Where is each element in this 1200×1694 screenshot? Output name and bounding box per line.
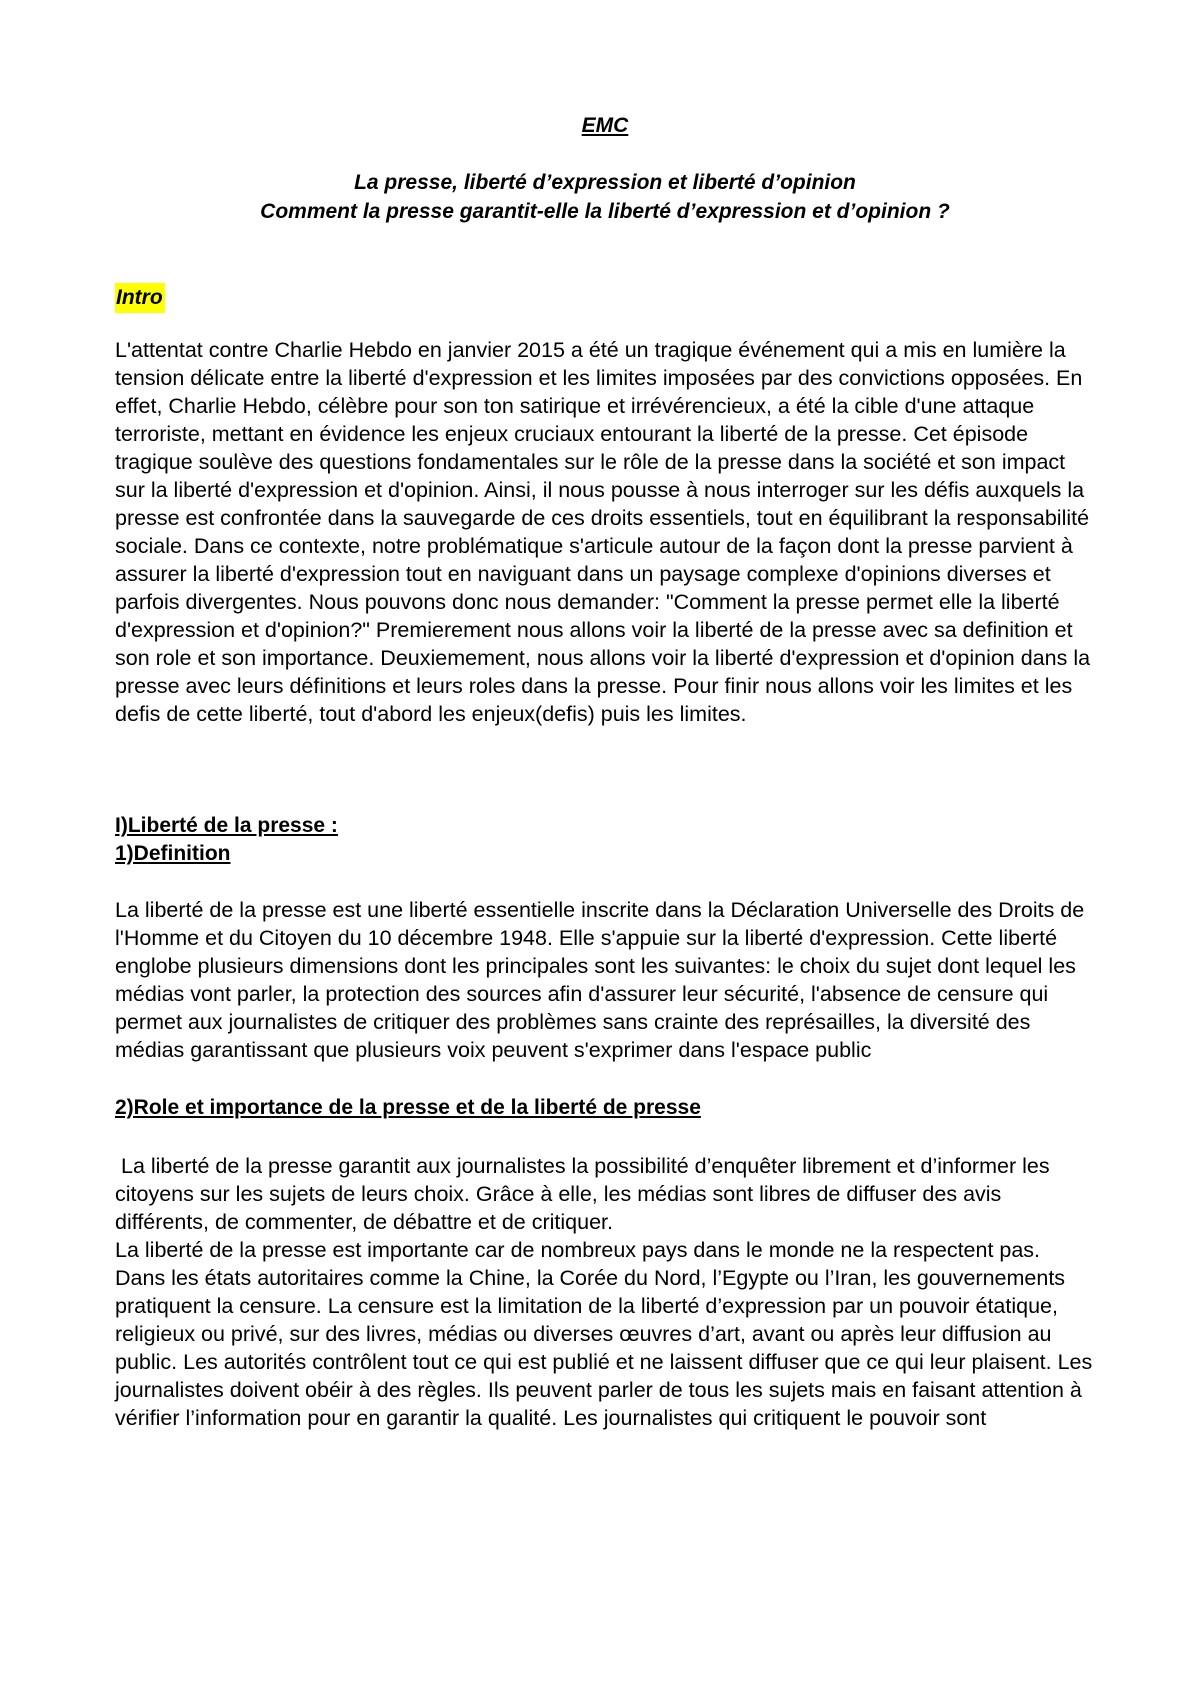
subsection-1-paragraph: La liberté de la presse est une liberté essentielle inscrite dans la Déclaration Universelle des Droits de l'Homme et du Citoyen du 10 décembre 1948. Elle s'appuie sur la liberté d'expression. Cette liberté englobe plusieurs dimensions dont les principales sont les suivantes: le choix du sujet dont lequel les médias vont parler, la protection des sources afin d'assurer leur sécurité, l'absence de censure qui permet aux journalistes de critiquer des problèmes sans crainte des représailles, la diversité des médias garantissant que plusieurs voix peuvent s'exprimer dans l'espace public (115, 898, 1085, 1062)
section-1-heading: I)Liberté de la presse : (115, 814, 338, 837)
spacer (115, 1064, 1095, 1094)
intro-heading: Intro (115, 283, 165, 313)
subsection-2-paragraph-2: La liberté de la presse est importante car de nombreux pays dans le monde ne la respectent pas. Dans les états autoritaires comme la Chine, la Corée du Nord, l’Egypte ou l’Iran, les gouvernements pratiquent la censure. La censure est la limitation de la liberté d’expression par un pouvoir étatique, religieux ou privé, sur des livres, médias ou diverses œuvres d’art, avant ou après leur diffusion au public. Les autorités contrôlent tout ce qui est publié et ne laissent diffuser que ce qui leur plaisent. Les journalistes doivent obéir à des règles. Ils peuvent parler de tous les sujets mais en faisant attention à vérifier l’information pour en garantir la qualité. Les journalistes qui critiquent le pouvoir sont (115, 1238, 1093, 1430)
spacer (115, 728, 1095, 812)
spacer (115, 868, 1095, 896)
document-content (115, 112, 1095, 1432)
document-question: Comment la presse garantit-elle la liberté d’expression et d’opinion ? (260, 200, 950, 223)
intro-paragraph: L'attentat contre Charlie Hebdo en janvier 2015 a été un tragique événement qui a mis en lumière la tension délicate entre la liberté d'expression et les limites imposées par des convictions opposées. En effet, Charlie Hebdo, célèbre pour son ton satirique et irrévérencieux, a été la cible d'une attaque terroriste, mettant en évidence les enjeux cruciaux entourant la liberté de la presse. Cet épisode tragique soulève des questions fondamentales sur le rôle de la presse dans la société et son impact sur la liberté d'expression et d'opinion. Ainsi, il nous pousse à nous interroger sur les défis auxquels la presse est confrontée dans la sauvegarde de ces droits essentiels, tout en équilibrant la responsabilité sociale. Dans ce contexte, notre problématique s'articule autour de la façon dont la presse parvient à assurer la liberté d'expression tout en naviguant dans un paysage complexe d'opinions diverses et parfois divergentes. Nous pouvons donc nous demander: "Comment la presse permet elle la liberté d'expression et d'opinion?" Premierement nous allons voir la liberté de la presse avec sa definition et son role et son importance. Deuxiemement, nous allons voir la liberté d'expression et d'opinion dans la presse avec leurs définitions et leurs roles dans la presse. Pour finir nous allons voir les limites et les defis de cette liberté, tout d'abord les enjeux(defis) puis les limites. (115, 338, 1091, 726)
subsection-2-paragraph-1: La liberté de la presse garantit aux journalistes la possibilité d’enquêter librement et d’informer les citoyens sur les sujets de leurs choix. Grâce à elle, les médias sont libres de diffuser des avis différents, de commenter, de débattre et de critiquer. (115, 1154, 1056, 1234)
subsection-1-heading: 1)Definition (115, 842, 231, 865)
spacer (115, 1122, 1095, 1152)
subsection-2-heading: 2)Role et importance de la presse et de la liberté de presse (115, 1096, 701, 1119)
document-title: La presse, liberté d’expression et liberté d’opinion (354, 171, 856, 194)
subject-heading: EMC (581, 114, 629, 137)
